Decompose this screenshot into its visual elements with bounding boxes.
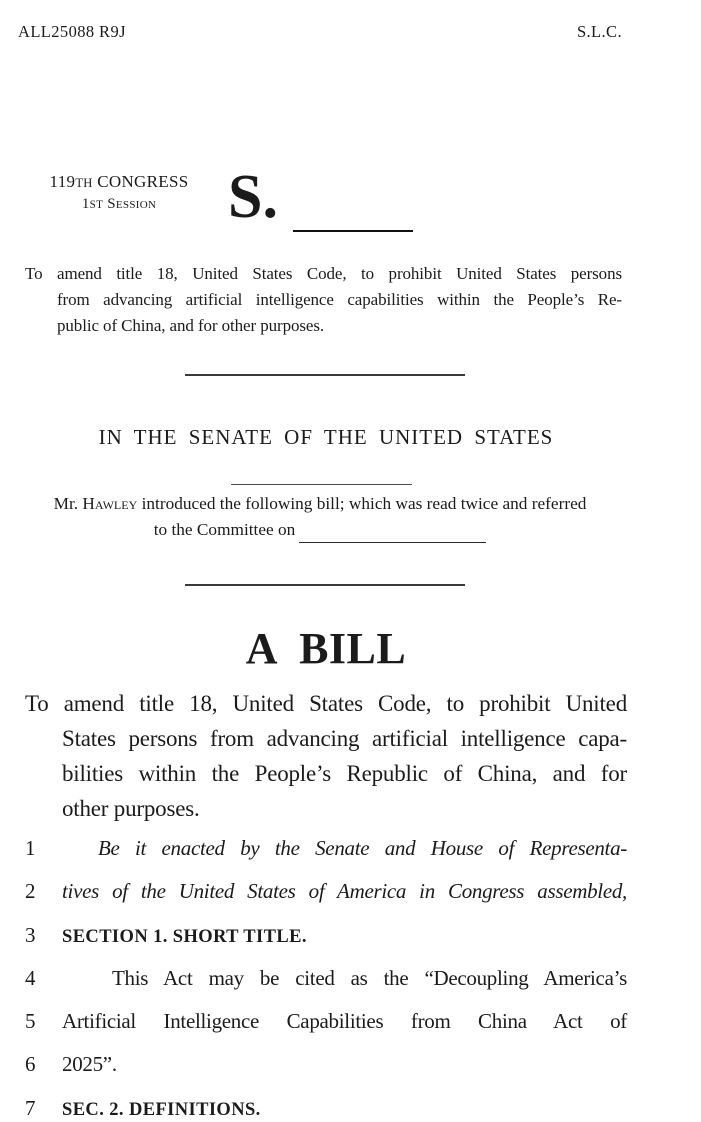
line-number: 1 (25, 836, 36, 860)
body-line-text: Artificial Intelligence Capabilities from China Act of (62, 1009, 627, 1034)
sponsor-line (18, 491, 622, 517)
bill-heading: A BILL (245, 624, 407, 673)
preamble-line: To amend title 18, United States Code, to prohibit United States persons (25, 264, 622, 283)
body-line-text: Be it enacted by the Senate and House of Representa- (98, 836, 627, 860)
line-number: 6 (25, 1052, 36, 1077)
bill-body (25, 827, 627, 1122)
line-number: 2 (25, 879, 36, 904)
long-title-line: To amend title 18, United States Code, to prohibit United (25, 691, 627, 716)
running-header (18, 22, 622, 42)
congress-number: 119 (49, 172, 76, 191)
body-line-text: 2025”. (62, 1052, 117, 1077)
congress-session-block (30, 171, 208, 215)
line-number: 7 (25, 1095, 36, 1120)
long-title-line: other purposes. (62, 796, 200, 821)
body-line-row (25, 1000, 627, 1043)
slc-code: S.L.C. (576, 22, 622, 41)
sponsor-prefix: Mr. (53, 494, 83, 513)
congress-number-suffix: TH (75, 176, 93, 190)
thin-horizontal-rule (231, 484, 412, 485)
official-title-preamble (25, 261, 622, 339)
congress-word: CONGRESS (97, 172, 189, 191)
session-number: 1 (81, 196, 90, 212)
committee-line (18, 517, 622, 544)
body-line-row (25, 957, 627, 1000)
sponsor-action: introduced the following bill; which was read twice and referred (137, 494, 587, 513)
document-code: ALL25088 R9J (18, 22, 126, 41)
line-number: 4 (25, 965, 36, 990)
bill-designation: S. (228, 163, 278, 231)
section-heading-text: SECTION 1. SHORT TITLE. (62, 926, 307, 947)
sponsor-name: Hawley (82, 494, 138, 513)
body-line-row (25, 827, 627, 870)
horizontal-rule (185, 374, 465, 376)
body-line-row (25, 1087, 627, 1122)
body-line-text: This Act may be cited as the “Decoupling America’s (112, 965, 627, 990)
committee-prefix: to the Committee on (153, 519, 296, 539)
sponsor-paragraph (18, 491, 622, 543)
session-line (30, 194, 208, 215)
long-title-line: bilities within the People’s Republic of China, and for (62, 761, 627, 786)
committee-blank-line (299, 517, 486, 544)
bill-number-blank-line (293, 230, 413, 232)
horizontal-rule (185, 584, 465, 586)
congress-line (30, 171, 208, 194)
section-heading-text: SEC. 2. DEFINITIONS. (62, 1099, 261, 1120)
session-number-suffix: ST (89, 199, 104, 211)
preamble-line: public of China, and for other purposes. (57, 316, 324, 335)
line-number: 5 (25, 1009, 36, 1034)
body-line-text: tives of the United States of America in Congress assembled, (62, 879, 627, 904)
long-title-line: States persons from advancing artificial intelligence capa- (62, 726, 627, 751)
body-line-row (25, 914, 627, 957)
line-number: 3 (25, 922, 36, 947)
preamble-line: from advancing artificial intelligence capabilities within the People’s Re- (57, 290, 622, 309)
body-line-row (25, 870, 627, 913)
session-word: Session (107, 196, 157, 212)
senate-heading: IN THE SENATE OF THE UNITED STATES (98, 425, 554, 449)
long-title (25, 686, 627, 826)
body-line-row (25, 1043, 627, 1086)
